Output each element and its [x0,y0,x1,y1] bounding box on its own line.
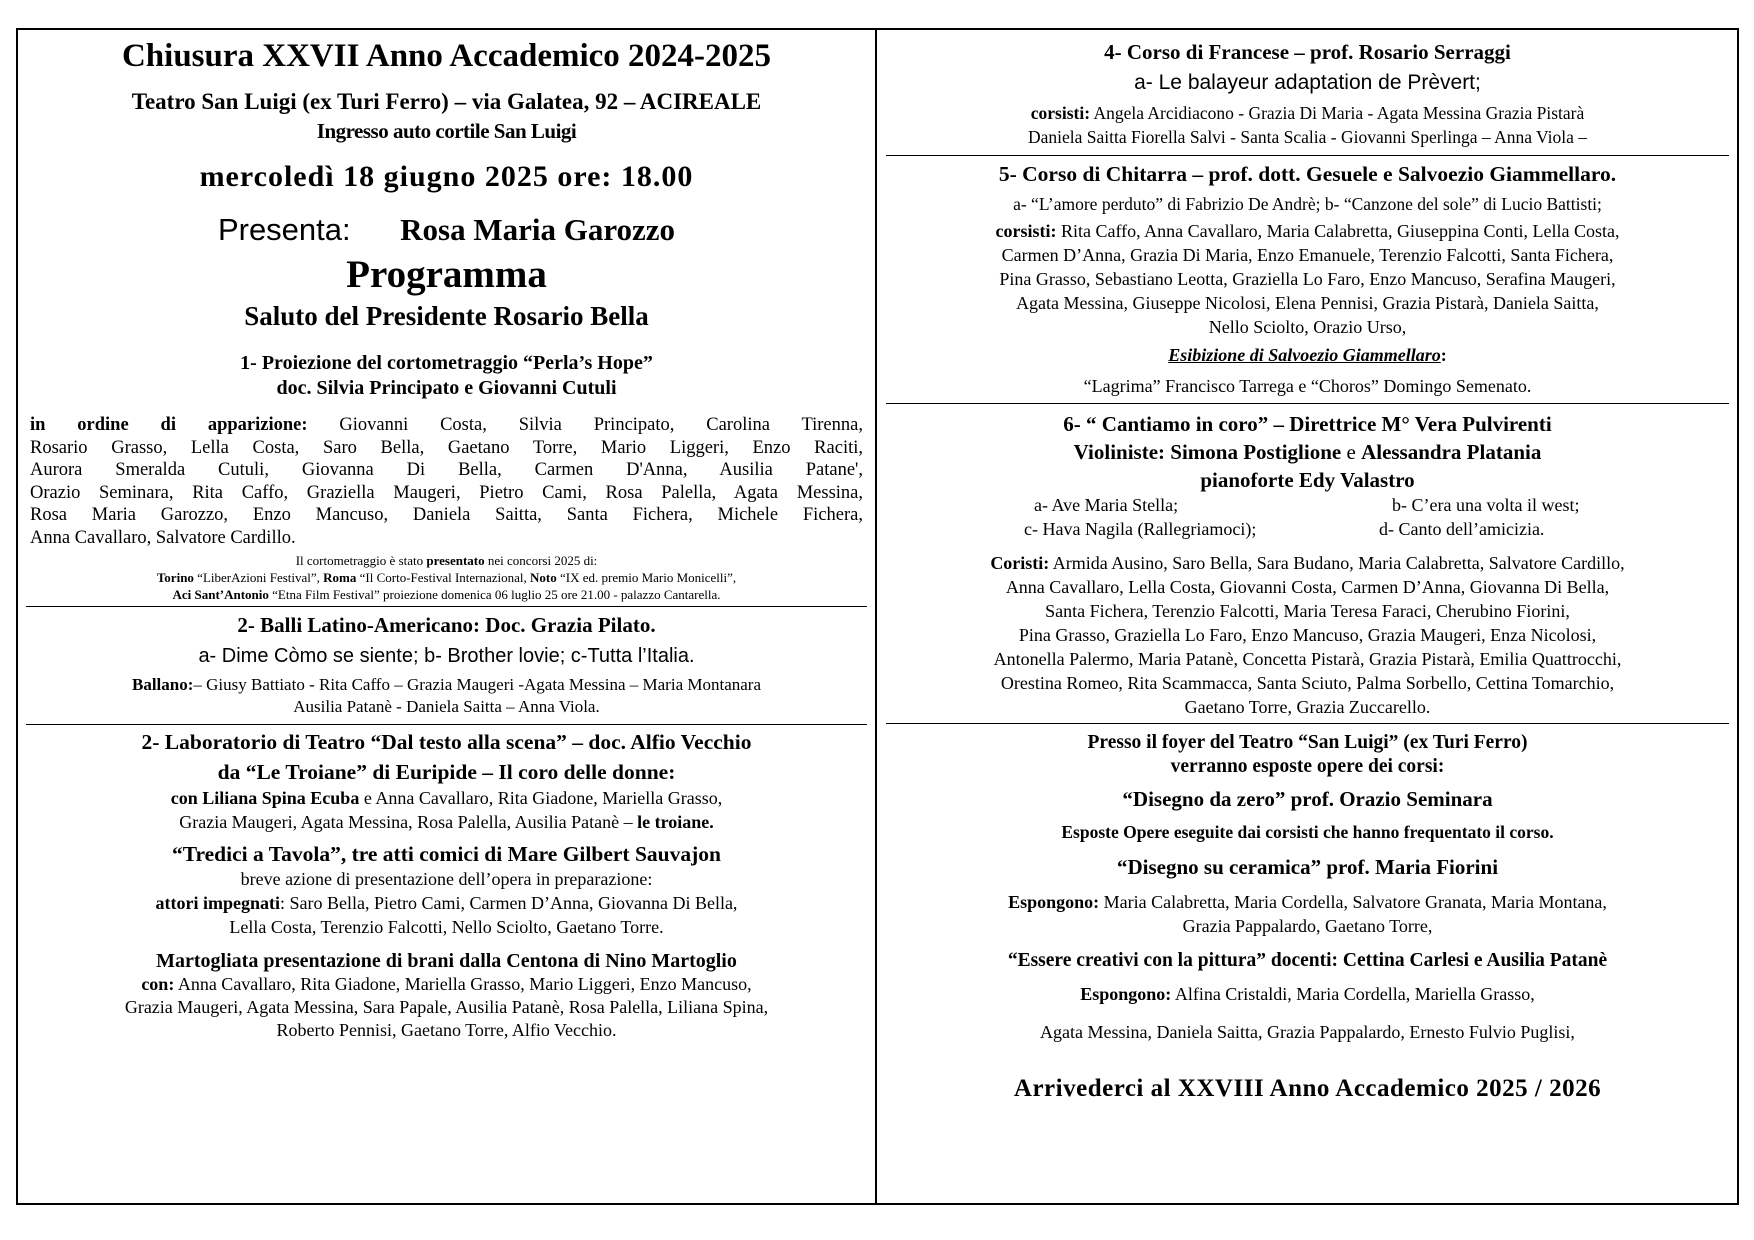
s1-line: Orazio Seminara, Rita Caffo, Graziella Maugeri, Pietro Cami, Rosa Palella, Agata Messina, [30,482,863,503]
s4-line: Daniela Saitta Fiorella Salvi - Santa Scalia - Giovanni Sperlinga – Anna Viola – [1028,127,1587,147]
section-2 [20,613,873,718]
s2-title: 2- Balli Latino-Americano: Doc. Grazia Pilato. [237,612,656,637]
s3-text: Lella Costa, Terenzio Falcotti, Nello Sciolto, Gaetano Torre. [229,916,664,937]
s2-label: Ballano: [131,674,194,694]
s4-cast [884,101,1731,149]
s6-text: Alessandra Platania [1361,440,1542,464]
s3-text: Grazia Maugeri, Agata Messina, Sara Papale, Ausilia Patanè, Rosa Palella, Liliana Spina, [124,996,769,1017]
section-6 [880,412,1735,719]
s7-text: Alfina Cristaldi, Maria Cordella, Mariella Grasso, [1171,984,1535,1004]
s1-cast [24,414,869,550]
s5-label: corsisti: [995,221,1057,241]
s6-line: Pina Grasso, Graziella Lo Faro, Enzo Mancuso, Grazia Maugeri, Enza Nicolosi, [1018,625,1597,645]
farewell: Arrivederci al XXVIII Anno Accademico 2025 / 2026 [1013,1075,1602,1102]
s2-line: – Giusy Battiato - Rita Caffo – Grazia Maugeri -Agata Messina – Maria Montanara [193,674,761,694]
s6-cast [884,551,1731,719]
s3-title2: da “Le Troiane” di Euripide – Il coro delle donne: [217,759,676,784]
s6-text: e [1341,440,1362,464]
divider [886,723,1729,724]
s6-songs [884,493,1731,541]
note-city: Aci Sant’Antonio [172,586,269,602]
divider [886,155,1729,156]
saluto: Saluto del Presidente Rosario Bella [244,301,649,331]
s3-text: : Saro Bella, Pietro Cami, Carmen D’Anna, Giovanna Di Bella, [280,892,738,913]
s5-pieces: “Lagrima” Francisco Tarrega e “Choros” Domingo Semenato. [1083,376,1532,396]
divider [26,606,867,607]
s6-line: Santa Fichera, Terenzio Falcotti, Maria Teresa Faraci, Cherubino Fiorini, [1045,601,1570,621]
s6-line: Gaetano Torre, Grazia Zuccarello. [1184,697,1431,717]
s1-notes [24,552,869,603]
s7-label: Espongono: [1008,892,1100,912]
right-column [880,30,1735,1103]
s7-esp-ceramica [884,890,1731,938]
presenta-label: Presenta: [217,212,351,247]
left-column [20,30,873,1042]
presenter-name: Rosa Maria Garozzo [400,212,676,247]
s5-title: 5- Corso di Chitarra – prof. dott. Gesuele e Salvoezio Giammellaro. [998,162,1617,186]
s6-label: Coristi: [990,553,1050,573]
s1-line: Rosa Maria Garozzo, Enzo Mancuso, Daniela Saitta, Santa Fichera, Michele Fichera, [30,505,863,526]
page-title: Chiusura XXVII Anno Accademico 2024-2025 [121,38,772,74]
s3-text: Grazia Maugeri, Agata Messina, Rosa Palella, Ausilia Patanè – [179,811,638,832]
s7-text: Maria Calabretta, Maria Cordella, Salvatore Granata, Maria Montana, [1099,892,1607,912]
programma-heading: Programma [346,253,547,296]
s6-title: 6- “ Cantiamo in coro” – Direttrice M° Vera Pulvirenti [1063,412,1552,436]
s3-title1: 2- Laboratorio di Teatro “Dal testo alla scena” – doc. Alfio Vecchio [141,729,752,754]
venue: Teatro San Luigi (ex Turi Ferro) – via Galatea, 92 – ACIREALE [131,89,762,114]
s1-line: Aurora Smeralda Cutuli, Giovanna Di Bella, Carmen D'Anna, Ausilia Patane', [30,460,863,481]
note-city: Torino [156,569,194,585]
s1-line: Rosario Grasso, Lella Costa, Saro Bella, Gaetano Torre, Mario Liggeri, Enzo Raciti, [30,437,863,458]
column-divider [875,28,877,1205]
s3-martogliata: Martogliata presentazione di brani dalla Centona di Nino Martoglio [156,949,737,972]
s5-esib-line [884,345,1731,366]
s1-title: 1- Proiezione del cortometraggio “Perla’s Hope” [240,352,653,374]
s6-piano: pianoforte Edy Valastro [1200,468,1415,492]
s3-text: con Liliana Spina Ecuba [170,787,360,808]
s5-line: Pina Grasso, Sebastiano Leotta, Graziella Lo Faro, Enzo Mancuso, Serafina Maugeri, [999,269,1616,289]
s6-line: Orestina Romeo, Rita Scammacca, Santa Sciuto, Palma Sorbello, Cettina Tomarchio, [1000,673,1615,693]
entrance: Ingresso auto cortile San Luigi [316,119,577,143]
presenter-line [20,212,873,248]
s3-attori [24,867,869,939]
s5-line: Nello Sciolto, Orazio Urso, [1208,317,1407,337]
s3-label: attori impegnati [155,892,281,913]
event-date: mercoledì 18 giugno 2025 ore: 18.00 [199,160,694,193]
s7-pittura: “Essere creativi con la pittura” docenti: Cettina Carlesi e Ausilia Patanè [1007,950,1608,971]
s2-line: Ausilia Patanè - Daniela Saitta – Anna Viola. [293,696,600,716]
s1-line: Giovanni Costa, Silvia Principato, Carolina Tirenna, [339,415,863,435]
s6-song: d- Canto dell’amicizia. [1379,519,1545,539]
note-text: Il cortometraggio è stato [295,552,424,568]
s3-text: le troiane. [637,811,714,832]
s2-songs: a- Dime Còmo se siente; b- Brother lovie; c-Tutta l’Italia. [198,644,695,667]
s4-line: Angela Arcidiacono - Grazia Di Maria - Agata Messina Grazia Pistarà [1090,103,1585,123]
s7-line2: verranno esposte opere dei corsi: [1170,756,1445,777]
note-city: Roma [323,569,357,585]
note-text: “LiberAzioni Festival”, [197,569,320,585]
s3-tredici: “Tredici a Tavola”, tre atti comici di Mare Gilbert Sauvajon [171,841,721,866]
section-1 [20,352,873,603]
s6-song: b- C’era una volta il west; [1392,495,1580,515]
s7-ceramica: “Disegno su ceramica” prof. Maria Fiorini [1116,855,1499,879]
note-text: presentato [426,552,485,568]
s6-line: Anna Cavallaro, Lella Costa, Giovanni Costa, Carmen D’Anna, Giovanna Di Bella, [1005,577,1610,597]
note-city: Noto [530,569,557,585]
s6-song: a- Ave Maria Stella; [1034,495,1179,515]
s3-con [24,973,869,1042]
s4-item: a- Le balayeur adaptation de Prèvert; [1134,71,1481,94]
s7-esp-pittura2: Agata Messina, Daniela Saitta, Grazia Pappalardo, Ernesto Fulvio Puglisi, [1040,1022,1575,1042]
s3-text: breve azione di presentazione dell’opera in preparazione: [240,868,653,889]
s5-line: Rita Caffo, Anna Cavallaro, Maria Calabretta, Giuseppina Conti, Lella Costa, [1056,221,1620,241]
s6-line: Antonella Palermo, Maria Patanè, Concetta Pistarà, Grazia Pistarà, Emilia Quattrocchi, [993,649,1622,669]
divider [26,724,867,725]
s7-disegno: “Disegno da zero” prof. Orazio Seminara [1122,787,1493,811]
section-4 [880,40,1735,149]
s3-text: e Anna Cavallaro, Rita Giadone, Mariella Grasso, [359,787,723,808]
s1-line: Anna Cavallaro, Salvatore Cardillo. [30,527,296,548]
s3-text: Anna Cavallaro, Rita Giadone, Mariella Grasso, Mario Liggeri, Enzo Mancuso, [174,973,752,994]
s2-cast [24,674,869,718]
section-5 [880,162,1735,397]
s3-text: Roberto Pennisi, Gaetano Torre, Alfio Vecchio. [276,1019,617,1040]
s3-label: con: [141,973,175,994]
s7-label: Espongono: [1080,984,1172,1004]
s1-label: in ordine di apparizione: [30,415,308,435]
section-3 [20,730,873,1042]
s7-line1: Presso il foyer del Teatro “San Luigi” (ex Turi Ferro) [1087,732,1528,753]
note-text: “Etna Film Festival” proiezione domenica 06 luglio 25 ore 21.00 - palazzo Cantarella. [272,586,721,602]
section-7 [880,732,1735,1103]
s6-line: Armida Ausino, Saro Bella, Sara Budano, Maria Calabretta, Salvatore Cardillo, [1049,553,1625,573]
s3-cast [24,786,869,834]
s6-text: Violiniste: Simona Postiglione [1073,440,1342,464]
note-text: nei concorsi 2025 di: [487,552,598,568]
divider [886,403,1729,404]
s4-title: 4- Corso di Francese – prof. Rosario Serraggi [1104,40,1511,64]
note-text: “IX ed. premio Mario Monicelli”, [560,569,737,585]
s7-esposte: Esposte Opere eseguite dai corsisti che hanno frequentato il corso. [1061,822,1554,842]
s6-violin [884,440,1731,465]
note-text: “Il Corto-Festival Internazional, [359,569,527,585]
s1-docs: doc. Silvia Principato e Giovanni Cutuli [276,377,617,399]
s5-line: Agata Messina, Giuseppe Nicolosi, Elena Pennisi, Grazia Pistarà, Daniela Saitta, [1016,293,1599,313]
s5-esibizione: Esibizione di Salvoezio Giammellaro [1168,345,1441,365]
s7-esp-pittura [884,984,1731,1005]
s7-text: Grazia Pappalardo, Gaetano Torre, [1182,916,1433,936]
s5-colon: : [1440,345,1447,365]
s5-line: Carmen D’Anna, Grazia Di Maria, Enzo Emanuele, Terenzio Falcotti, Santa Fichera, [1001,245,1614,265]
s6-song: c- Hava Nagila (Rallegriamoci); [1024,519,1257,539]
s4-label: corsisti: [1030,103,1091,123]
s5-cast [884,219,1731,339]
s5-songs: a- “L’amore perduto” di Fabrizio De Andrè; b- “Canzone del sole” di Lucio Battisti; [1013,194,1602,214]
